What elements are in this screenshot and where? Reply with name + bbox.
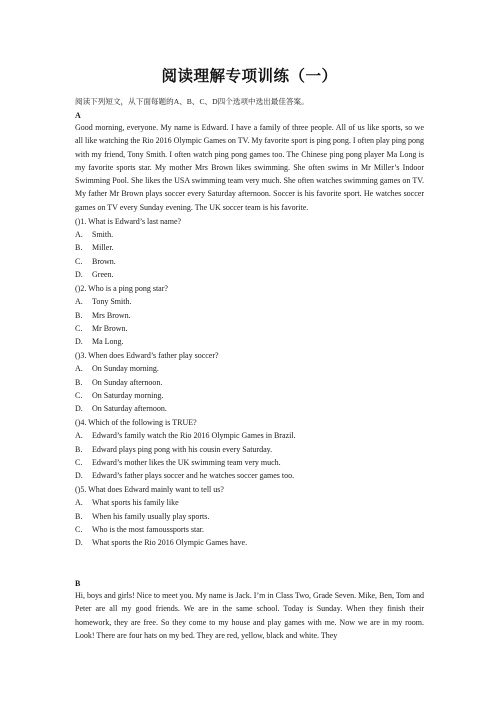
section-b-passage: Hi, boys and girls! Nice to meet you. My name is Jack. I’m in Class Two, Grade Seven. Mike, Ben, Tom and Peter are all my good friends. We are in the same school. Today is Sunday. When they finish their homework, they are free. So they come to my house and play games with me. Now we are in my room. Look! There are four hats on my bed. They are red, yellow, black and white. They — [75, 591, 424, 641]
answer-option[interactable] — [75, 322, 424, 335]
section-a-questions — [75, 215, 424, 549]
option-text: Edward’s family watch the Rio 2016 Olympic Games in Brazil. — [92, 431, 296, 441]
option-text: What sports the Rio 2016 Olympic Games have. — [92, 537, 248, 547]
page-title: 阅读理解专项训练（一） — [161, 67, 338, 85]
answer-option[interactable] — [75, 376, 424, 389]
option-text: Miller. — [92, 243, 114, 253]
option-text: Edward’s mother likes the UK swimming team very much. — [92, 457, 281, 467]
answer-option[interactable] — [75, 389, 424, 402]
option-letter: B. — [75, 377, 83, 387]
answer-option[interactable] — [75, 456, 424, 469]
option-text: Tony Smith. — [92, 297, 132, 307]
option-letter: D. — [75, 470, 83, 480]
option-letter: D. — [75, 403, 83, 413]
option-letter: B. — [75, 444, 83, 454]
option-letter: D. — [75, 269, 83, 279]
option-letter: B. — [75, 310, 83, 320]
answer-option[interactable] — [75, 268, 424, 281]
question-stem: ()2. Who is a ping pong star? — [75, 284, 168, 294]
answer-option[interactable] — [75, 496, 424, 509]
section-a-passage: Good morning, everyone. My name is Edward. I have a family of three people. All of us like sports, so we all like watching the Rio 2016 Olympic Games on TV. My favorite sport is ping pong. I often play ping pong with my friend, Tony Smith. I often watch ping pong games too. The Chinese ping pong player Ma Long is my favorite sports star. My mother Mrs Brown likes swimming. She often swims in Mr Miller’s Indoor Swimming Pool. She likes the USA swimming team very much. She often watches swimming games on TV. My father Mr Brown plays soccer every Saturday afternoon. Soccer is his favorite sport. He watches soccer games on TV every Sunday evening. The UK soccer team is his favorite. — [75, 123, 424, 212]
answer-option[interactable] — [75, 429, 424, 442]
option-text: Who is the most famoussports star. — [92, 524, 204, 534]
answer-option[interactable] — [75, 241, 424, 254]
option-letter: C. — [75, 390, 83, 400]
question-stem: ()3. When does Edward’s father play soccer? — [75, 351, 219, 361]
option-text: When his family usually play sports. — [92, 511, 210, 521]
answer-option[interactable] — [75, 255, 424, 268]
answer-option[interactable] — [75, 309, 424, 322]
document-page — [75, 0, 424, 642]
option-letter: A. — [75, 230, 83, 240]
option-letter: A. — [75, 498, 83, 508]
option-letter: C. — [75, 323, 83, 333]
option-letter: C. — [75, 256, 83, 266]
option-text: On Sunday morning. — [92, 364, 159, 374]
answer-option[interactable] — [75, 295, 424, 308]
answer-option[interactable] — [75, 228, 424, 241]
answer-option[interactable] — [75, 469, 424, 482]
section-a-label: A — [75, 111, 81, 120]
option-text: Ma Long. — [92, 336, 124, 346]
option-text: What sports his family like — [92, 498, 179, 508]
option-text: Smith. — [92, 230, 114, 240]
option-letter: A. — [75, 297, 83, 307]
option-letter: C. — [75, 524, 83, 534]
question-stem: ()5. What does Edward mainly want to tell us? — [75, 485, 224, 495]
option-text: On Sunday afternoon. — [92, 377, 163, 387]
option-letter: C. — [75, 457, 83, 467]
question-stem: ()4. Which of the following is TRUE? — [75, 418, 197, 428]
answer-option[interactable] — [75, 335, 424, 348]
option-letter: B. — [75, 511, 83, 521]
option-text: Mr Brown. — [92, 323, 128, 333]
answer-option[interactable] — [75, 402, 424, 415]
option-letter: A. — [75, 431, 83, 441]
option-text: On Saturday morning. — [92, 390, 164, 400]
answer-option[interactable] — [75, 510, 424, 523]
question-stem: ()1. What is Edward’s last name? — [75, 217, 182, 227]
section-b-label: B — [75, 579, 81, 589]
option-text: On Saturday afternoon. — [92, 403, 167, 413]
option-letter: D. — [75, 537, 83, 547]
option-letter: D. — [75, 336, 83, 346]
answer-option[interactable] — [75, 523, 424, 536]
option-letter: A. — [75, 364, 83, 374]
option-text: Edward’s father plays soccer and he watches soccer games too. — [92, 470, 295, 480]
option-text: Mrs Brown. — [92, 310, 131, 320]
option-letter: B. — [75, 243, 83, 253]
answer-option[interactable] — [75, 443, 424, 456]
option-text: Edward plays ping pong with his cousin every Saturday. — [92, 444, 273, 454]
answer-option[interactable] — [75, 362, 424, 375]
answer-option[interactable] — [75, 536, 424, 549]
instruction-text: 阅读下列短文，从下面每题的A、B、C、D四个选项中选出最佳答案。 — [75, 97, 309, 106]
section-gap — [75, 549, 424, 575]
option-text: Green. — [92, 269, 114, 279]
option-text: Brown. — [92, 256, 116, 266]
